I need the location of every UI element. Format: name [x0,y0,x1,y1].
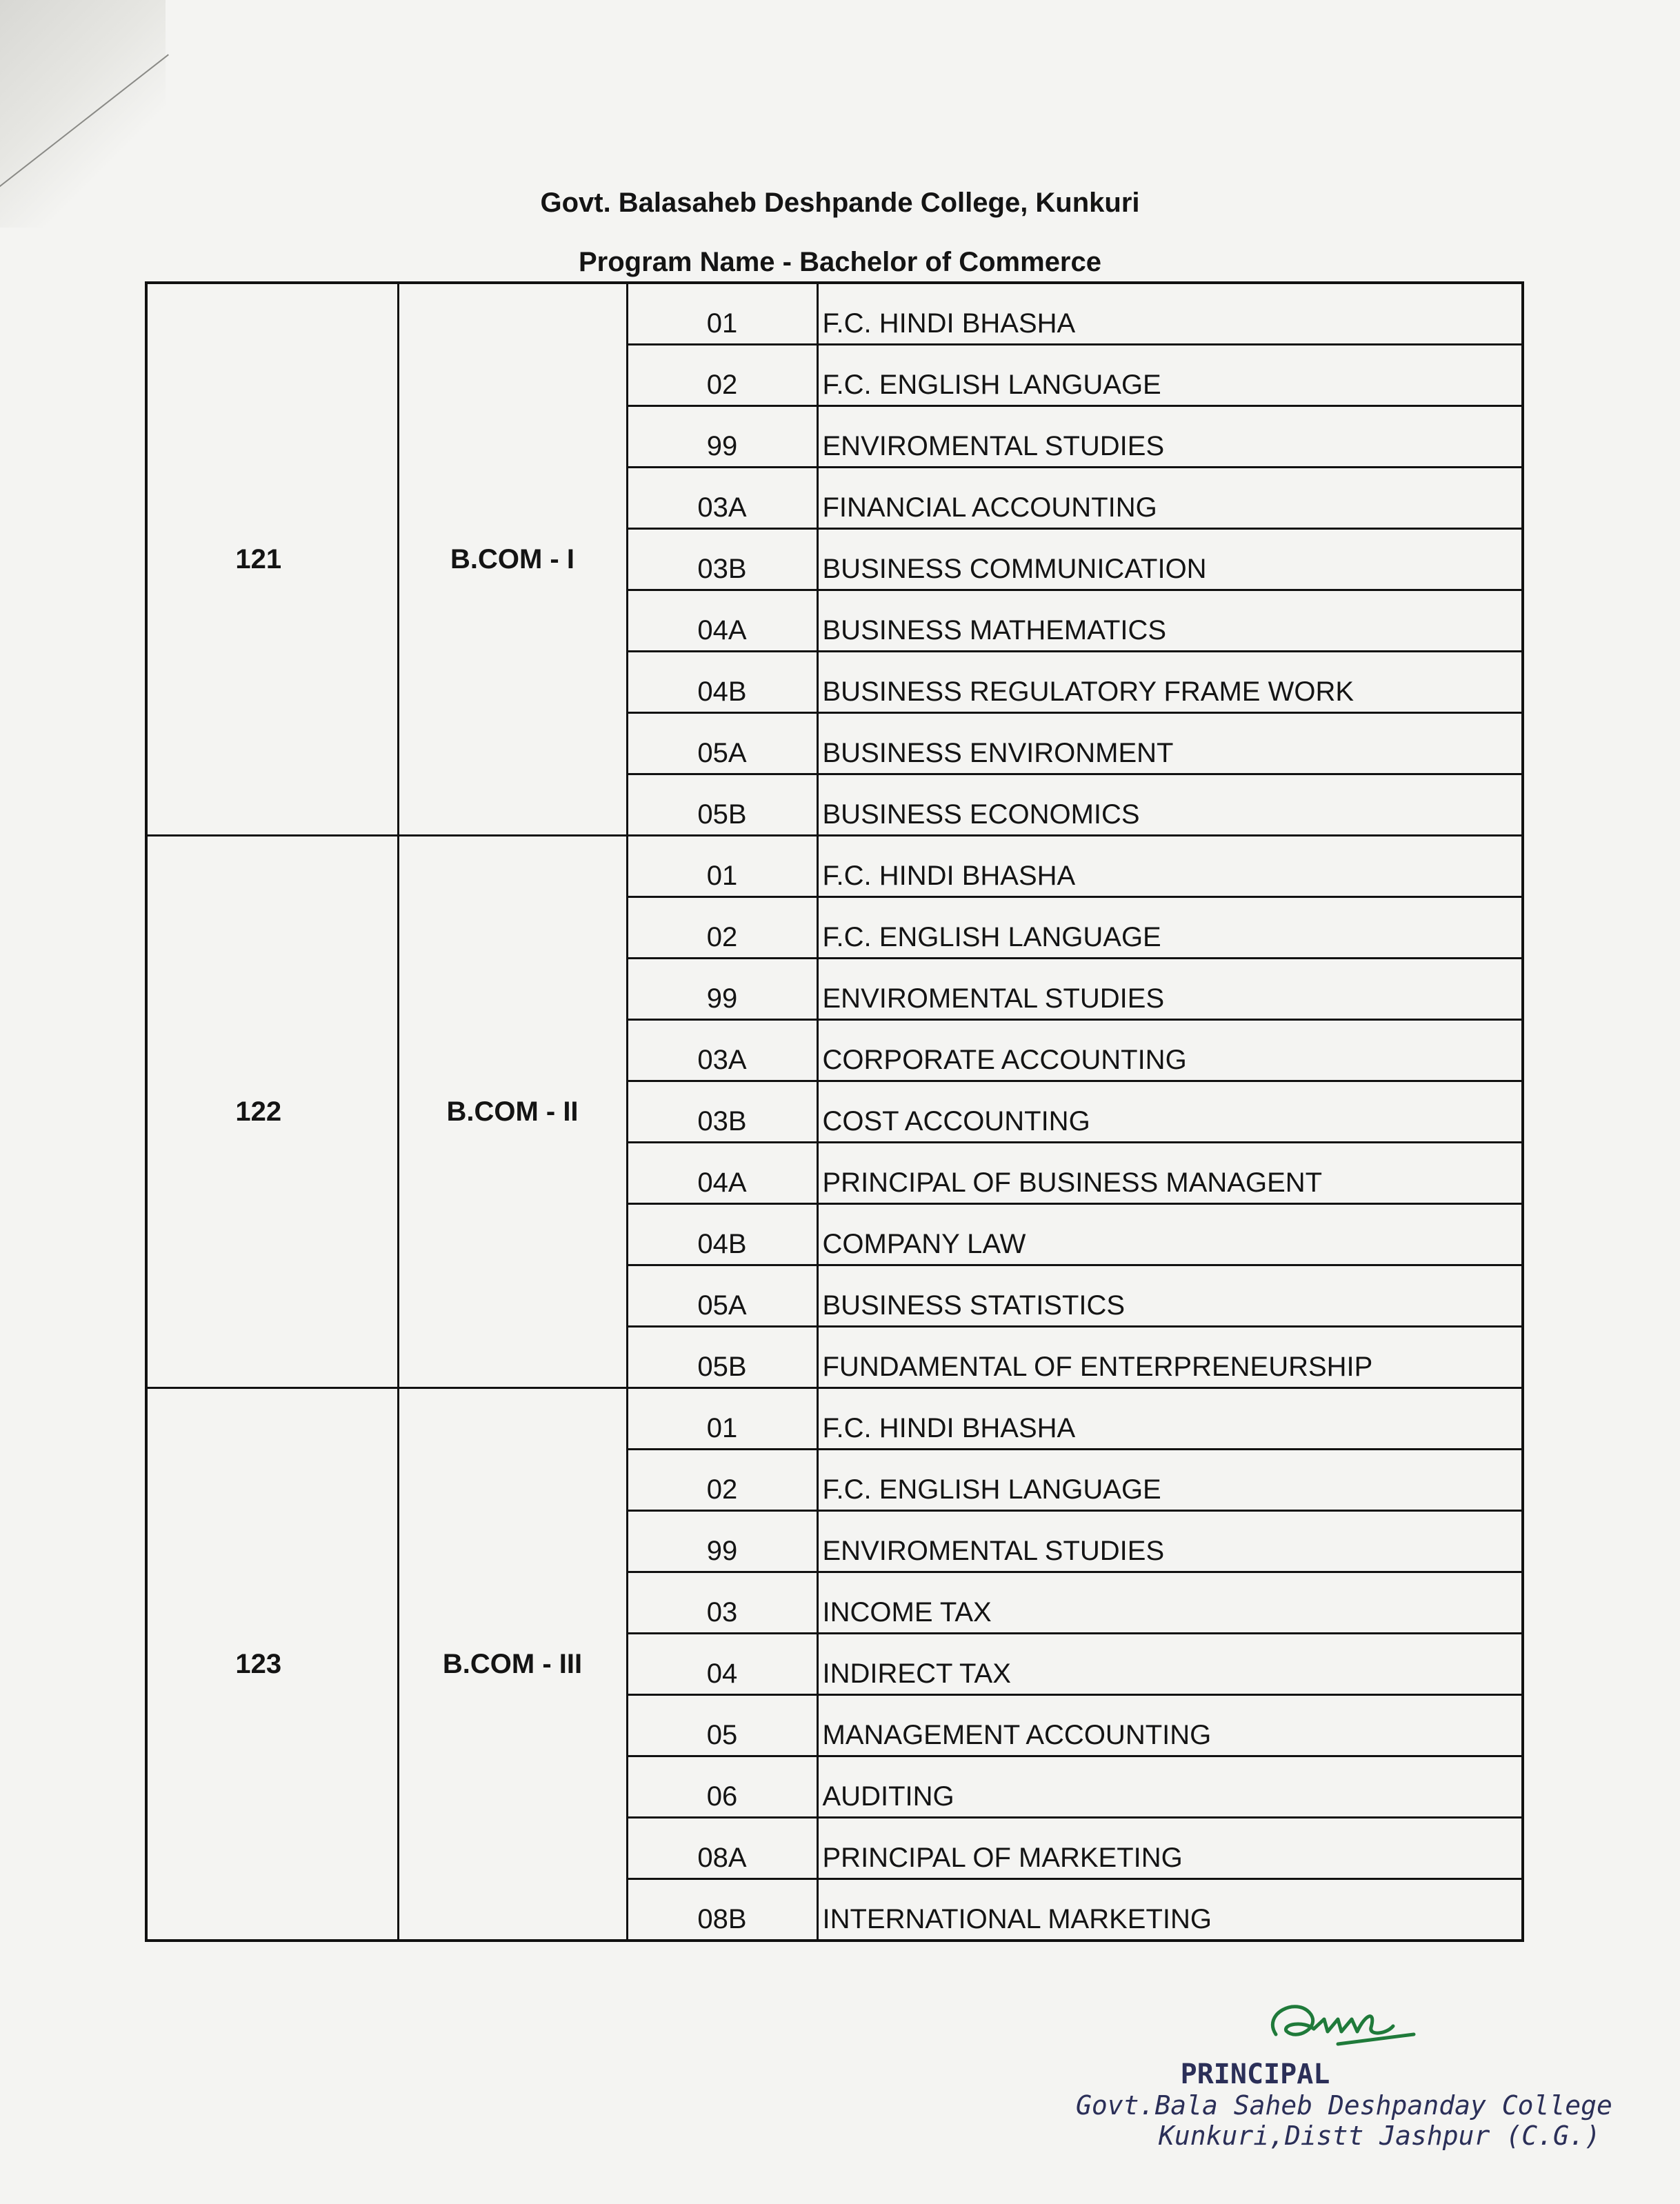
paper-code-cell: 08A [627,1818,817,1879]
paper-code-cell: 01 [627,1388,817,1450]
subject-name-cell: INCOME TAX [817,1572,1523,1634]
paper-code-cell: 08B [627,1879,817,1941]
paper-code-cell: 04B [627,652,817,713]
paper-code-cell: 03 [627,1572,817,1634]
subject-name-cell: AUDITING [817,1756,1523,1818]
paper-code-cell: 06 [627,1756,817,1818]
subject-name-cell: F.C. ENGLISH LANGUAGE [817,897,1523,959]
course-code-cell: 121 [146,283,398,836]
program-title: Program Name - Bachelor of Commerce [578,247,1101,277]
subject-name-cell: F.C. ENGLISH LANGUAGE [817,1450,1523,1511]
subject-name-cell: BUSINESS REGULATORY FRAME WORK [817,652,1523,713]
subject-name-cell: ENVIROMENTAL STUDIES [817,406,1523,468]
table-row [146,283,1523,345]
subject-name-cell: INDIRECT TAX [817,1634,1523,1695]
paper-code-cell: 02 [627,897,817,959]
paper-code-cell: 05B [627,1327,817,1388]
subject-name-cell: COMPANY LAW [817,1204,1523,1265]
subject-name-cell: F.C. ENGLISH LANGUAGE [817,345,1523,406]
subject-name-cell: ENVIROMENTAL STUDIES [817,1511,1523,1572]
paper-code-cell: 02 [627,345,817,406]
subject-name-cell: PRINCIPAL OF BUSINESS MANAGENT [817,1143,1523,1204]
subject-name-cell: F.C. HINDI BHASHA [817,1388,1523,1450]
subject-name-cell: F.C. HINDI BHASHA [817,283,1523,345]
subject-name-cell: PRINCIPAL OF MARKETING [817,1818,1523,1879]
subject-name-cell: BUSINESS STATISTICS [817,1265,1523,1327]
paper-code-cell: 03B [627,1081,817,1143]
class-name-cell: B.COM - III [398,1388,627,1941]
class-name-cell: B.COM - I [398,283,627,836]
subject-name-cell: BUSINESS ECONOMICS [817,774,1523,836]
course-code-cell: 122 [146,836,398,1388]
subject-name-cell: FUNDAMENTAL OF ENTERPRENEURSHIP [817,1327,1523,1388]
subject-name-cell: FINANCIAL ACCOUNTING [817,468,1523,529]
stamp-college-line: Govt.Bala Saheb Deshpanday College [1076,2090,1612,2121]
paper-code-cell: 04A [627,1143,817,1204]
subject-name-cell: BUSINESS ENVIRONMENT [817,713,1523,774]
subject-name-cell: INTERNATIONAL MARKETING [817,1879,1523,1941]
paper-code-cell: 05A [627,1265,817,1327]
table-row [146,1388,1523,1450]
subject-name-cell: ENVIROMENTAL STUDIES [817,959,1523,1020]
paper-code-cell: 04A [627,590,817,652]
subjects-table [145,281,1524,1942]
paper-code-cell: 05 [627,1695,817,1756]
subject-name-cell: COST ACCOUNTING [817,1081,1523,1143]
principal-signature [1255,1986,1434,2069]
paper-code-cell: 99 [627,1511,817,1572]
paper-code-cell: 01 [627,283,817,345]
subject-name-cell: BUSINESS COMMUNICATION [817,529,1523,590]
subjects-table-container [145,281,1521,1942]
college-title: Govt. Balasaheb Deshpande College, Kunkuri [540,188,1140,218]
stamp-address-line: Kunkuri,Distt Jashpur (C.G.) [1159,2121,1601,2151]
table-row [146,836,1523,897]
subject-name-cell: BUSINESS MATHEMATICS [817,590,1523,652]
paper-code-cell: 02 [627,1450,817,1511]
class-name-cell: B.COM - II [398,836,627,1388]
paper-code-cell: 03A [627,468,817,529]
subject-name-cell: MANAGEMENT ACCOUNTING [817,1695,1523,1756]
paper-code-cell: 99 [627,959,817,1020]
paper-code-cell: 03B [627,529,817,590]
paper-code-cell: 04B [627,1204,817,1265]
paper-code-cell: 05B [627,774,817,836]
paper-code-cell: 05A [627,713,817,774]
paper-code-cell: 03A [627,1020,817,1081]
principal-stamp [1076,2058,1612,2151]
paper-code-cell: 04 [627,1634,817,1695]
stamp-title: PRINCIPAL [1180,2058,1330,2090]
subject-name-cell: CORPORATE ACCOUNTING [817,1020,1523,1081]
subjects-table-body [146,283,1523,1941]
paper-code-cell: 99 [627,406,817,468]
subject-name-cell: F.C. HINDI BHASHA [817,836,1523,897]
course-code-cell: 123 [146,1388,398,1941]
paper-code-cell: 01 [627,836,817,897]
